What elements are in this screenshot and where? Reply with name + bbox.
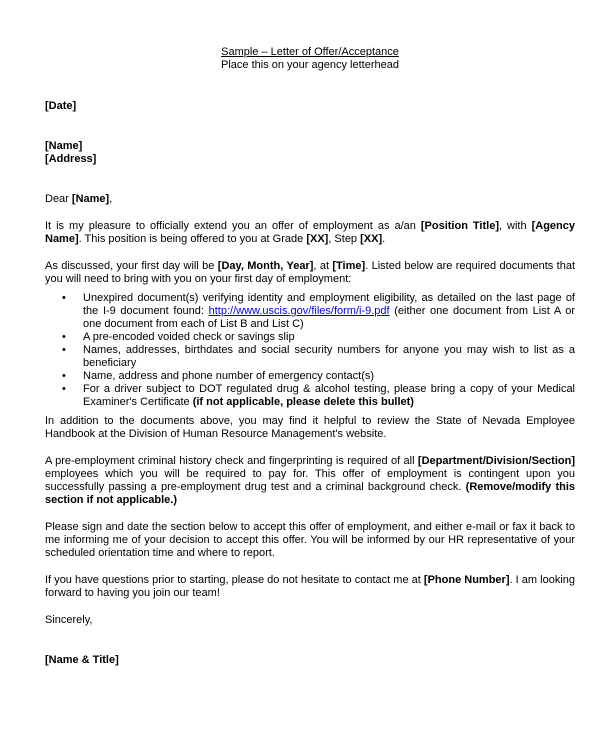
list-item: [45, 331, 575, 344]
i9-form-link[interactable]: http://www.uscis.gov/files/form/i-9.pdf: [208, 305, 390, 317]
department-field: [Department/Division/Section]: [417, 455, 575, 467]
p1-text-b: , with: [498, 220, 532, 232]
list-item: [45, 344, 575, 370]
p1-text-e: .: [382, 233, 386, 245]
p2-text-a: As discussed, your first day will be: [45, 260, 218, 272]
salutation-name: [Name]: [71, 193, 110, 205]
step-field: [XX]: [360, 233, 383, 245]
list-item: [45, 383, 575, 409]
paragraph-background-check: [45, 455, 575, 507]
salutation-suffix: ,: [109, 193, 113, 205]
salutation-prefix: Dear: [45, 193, 72, 205]
paragraph-sign: Please sign and date the section below to accept this offer of employment, and either e-mail or fax it back to me informing me of your decision to accept this offer. You will be informed by our HR representative of your scheduled orientation time and where to report.: [45, 521, 575, 559]
paragraph-handbook: In addition to the documents above, you may find it helpful to review the State of Nevada Employee Handbook at the Division of Human Resource Management's website.: [45, 415, 575, 440]
closing: Sincerely,: [45, 614, 93, 626]
phone-number-field: [Phone Number]: [423, 574, 510, 586]
bullet-4-text: Name, address and phone number of emergency contact(s): [83, 370, 375, 382]
p6-text-a: If you have questions prior to starting, please do not hesitate to contact me at: [45, 574, 424, 586]
p1-text-d: , Step: [328, 233, 361, 245]
letter-body: [45, 46, 575, 667]
bullet-1-text-end: (either one document from List A or one document from each of List B and List C): [83, 305, 575, 330]
bullet-icon: •: [62, 370, 66, 382]
bullet-icon: •: [62, 331, 66, 343]
document-subtitle: Place this on your agency letterhead: [221, 59, 399, 71]
bullet-2-text: A pre-encoded voided check or savings slip: [83, 331, 295, 343]
name-field: [Name]: [45, 140, 83, 152]
paragraph-offer: [45, 220, 575, 246]
bullet-icon: •: [62, 383, 66, 395]
document-title: Sample – Letter of Offer/Acceptance: [221, 46, 399, 58]
date-field: [Date]: [45, 100, 77, 112]
list-item: [45, 292, 575, 331]
p4-text-a: A pre-employment criminal history check and fingerprinting is required of all: [45, 455, 418, 467]
salutation: [45, 193, 575, 206]
p4-text-b: employees which you will be required to pay for. This offer of employment is contingent upon you successfully passing a pre-employment drug test and a criminal background check.: [45, 468, 575, 493]
paragraph-first-day: [45, 260, 575, 286]
p6-text-b: . I am looking forward to having you join our team!: [45, 574, 575, 599]
bullet-icon: •: [62, 344, 66, 356]
list-item: [45, 370, 575, 383]
required-documents-list: [45, 292, 575, 409]
p2-text-c: . Listed below are required documents that you will need to bring with you on your first day of employment:: [45, 260, 575, 285]
grade-field: [XX]: [306, 233, 329, 245]
address-field: [Address]: [45, 153, 97, 165]
bullet-5-note: (if not applicable, please delete this bullet): [192, 396, 414, 408]
bullet-icon: •: [62, 292, 66, 304]
position-title-field: [Position Title]: [420, 220, 499, 232]
p4-note: (Remove/modify this section if not applicable.): [45, 481, 576, 506]
start-time-field: [Time]: [332, 260, 366, 272]
bullet-1-text: Unexpired document(s) verifying identity and employment eligibility, as detailed on the last page of the I-9 document found:: [83, 292, 575, 317]
p2-text-b: , at: [313, 260, 333, 272]
signature-field: [Name & Title]: [45, 654, 119, 666]
start-date-field: [Day, Month, Year]: [217, 260, 314, 272]
bullet-5-text: For a driver subject to DOT regulated drug & alcohol testing, please bring a copy of your Medical Examiner's Certificate: [83, 383, 575, 408]
p1-text-a: It is my pleasure to officially extend you an offer of employment as a/an: [45, 220, 421, 232]
agency-name-field: [Agency Name]: [45, 220, 575, 245]
bullet-3-text: Names, addresses, birthdates and social security numbers for anyone you may wish to list as a beneficiary: [83, 344, 575, 369]
p1-text-c: . This position is being offered to you at Grade: [78, 233, 307, 245]
paragraph-questions: [45, 574, 575, 600]
